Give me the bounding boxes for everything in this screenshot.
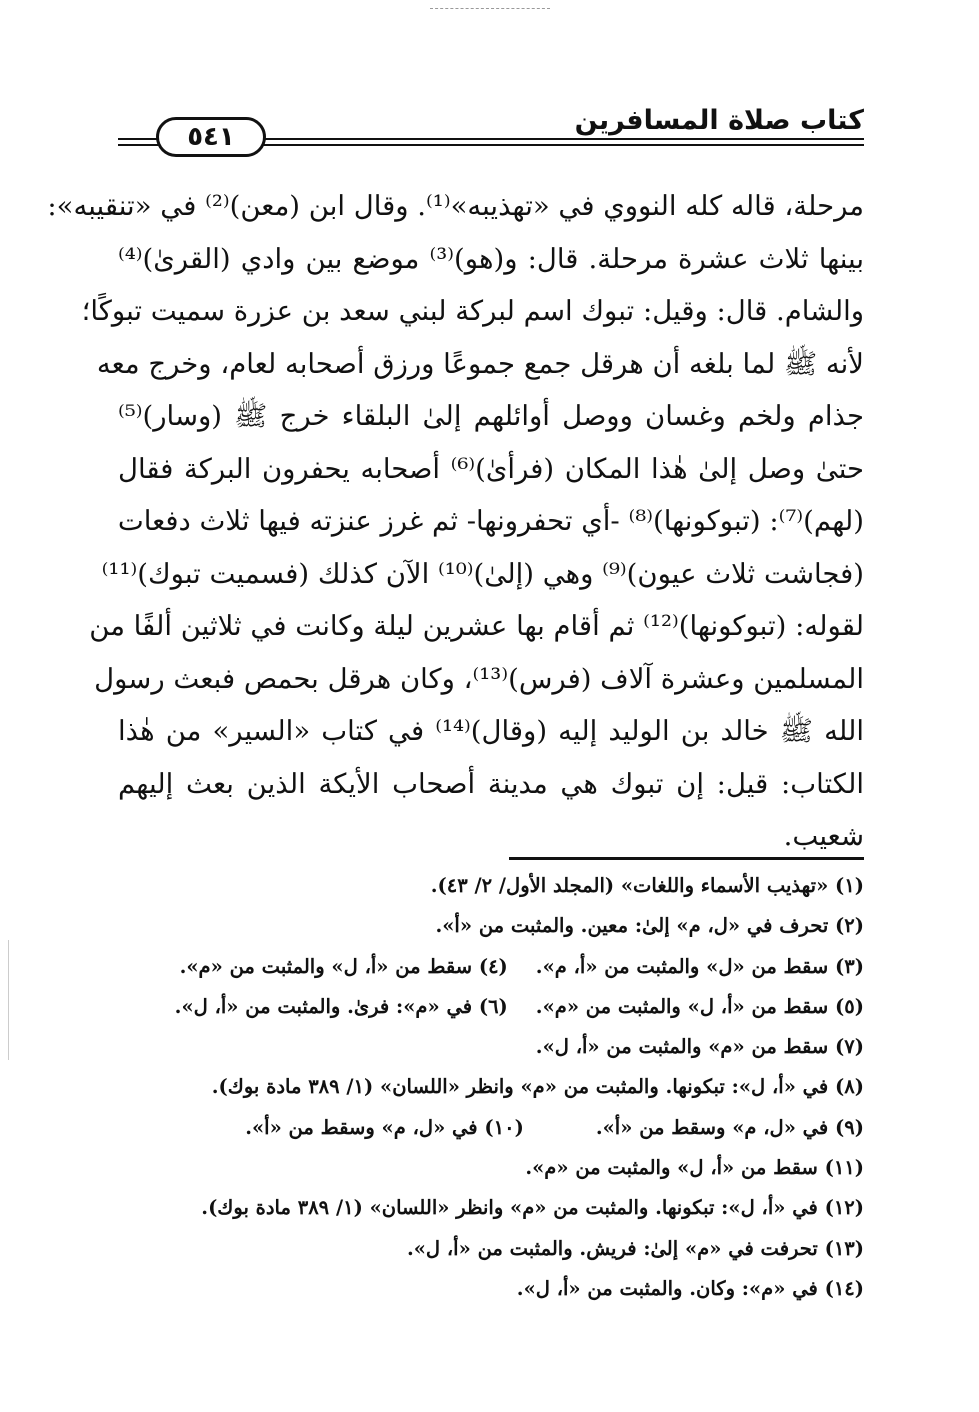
footnote-5-6: (٥) سقط من «أ، ل» والمثبت من «م».(٦) في «م»: فرىٰ. والمثبت من «أ، ل».: [174, 994, 864, 1018]
footnote-1: (١) «تهذيب الأسماء واللغات» (المجلد الأول/ ٢/ ٤٣).: [430, 874, 864, 897]
text-line: مرحلة، قاله كله النووي في «تهذيبه»⁽¹⁾. وقال ابن (معن)⁽²⁾ في «تنقيبه»:: [47, 190, 864, 222]
footnote-9-10: (٩) في «ل، م» وسقط من «أ».(١٠) في «ل، م» وسقط من «أ».: [245, 1115, 864, 1139]
text-line: المسلمين وعشرة آلاف (فرس)⁽¹³⁾، وكان هرقل بحمص فبعث رسول: [94, 662, 864, 695]
footnote-14: (١٤) في «م»: وكان. والمثبت من «أ، ل».: [516, 1276, 864, 1300]
page-header: [118, 105, 864, 153]
text-line: شعيب.: [783, 820, 864, 852]
text-line: (لهم)⁽⁷⁾: (تبوكونها)⁽⁸⁾ -أي تحفرونها- ثم غرز عنزته فيها ثلاث دفعات: [117, 505, 864, 537]
page-number: ٥٤١: [156, 117, 266, 157]
text-line: الله ﷺ خالد بن الوليد إليه (وقال)⁽¹⁴⁾ في كتاب «السير» من هٰذا: [118, 715, 864, 747]
footnote-13: (١٣) تحرفت في «م» إلىٰ: فريش. والمثبت من «أ، ل».: [406, 1236, 864, 1260]
margin-scan-mark: [8, 940, 9, 1060]
text-line: بينها ثلاث عشرة مرحلة. قال: و(هو)⁽³⁾ موضع بين وادي (القرىٰ)⁽⁴⁾: [118, 242, 864, 275]
footnotes: [104, 866, 864, 1309]
footnote-12: (١٢) في «أ، ل»: تبكونها. والمثبت من «م» وانظر «اللسان» (١/ ٣٨٩ مادة بوك).: [201, 1196, 864, 1220]
text-line: لأنه ﷺ لما بلغه أن هرقل جمع جموعًا ورزق أصحابه لعام، وخرج معه: [96, 347, 864, 380]
text-line: والشام. قال: وقيل: تبوك اسم لبركة لبني سعد بن عزرة سميت تبوكًا؛: [81, 295, 864, 327]
top-scan-rule: [430, 8, 550, 9]
running-title: كتاب صلاة المسافرين: [567, 105, 864, 136]
text-line: الكتاب: قيل: إن تبوك هي مدينة أصحاب الأيكة الذين بعث إليهم: [118, 767, 864, 800]
footnote-3-4: (٣) سقط من «ل» والمثبت من «أ، م».(٤) سقط من «أ، ل» والمثبت من «م».: [179, 954, 864, 978]
text-line: جذام ولخم وغسان ووصل أوائلهم إلىٰ البلقاء خرج ﷺ (وسار)⁽⁵⁾: [118, 400, 864, 432]
footnote-8: (٨) في «أ، ل»: تبكونها. والمثبت من «م» وانظر «اللسان» (١/ ٣٨٩ مادة بوك).: [211, 1075, 864, 1099]
footnote-11: (١١) سقط من «أ، ل» والمثبت من «م».: [525, 1156, 864, 1180]
main-text: [47, 180, 864, 863]
text-line: حتىٰ وصل إلىٰ هٰذا المكان (فرأىٰ)⁽⁶⁾ أصحابه يحفرون البركة فقال: [118, 452, 864, 485]
footnote-separator: [509, 857, 864, 860]
footnote-7: (٧) سقط من «م» والمثبت من «أ، ل».: [535, 1035, 864, 1059]
text-line: (فجاشت ثلاث عيون)⁽⁹⁾ وهي (إلىٰ)⁽¹⁰⁾ الآن كذلك (فسميت تبوك)⁽¹¹⁾: [101, 557, 864, 590]
text-line: لقوله: (تبوكونها)⁽¹²⁾ ثم أقام بها عشرين ليلة وكانت في ثلاثين ألفًا من: [89, 610, 864, 642]
footnote-2: (٢) تحرف في «ل، م» إلىٰ: معين. والمثبت من «أ».: [435, 914, 864, 938]
